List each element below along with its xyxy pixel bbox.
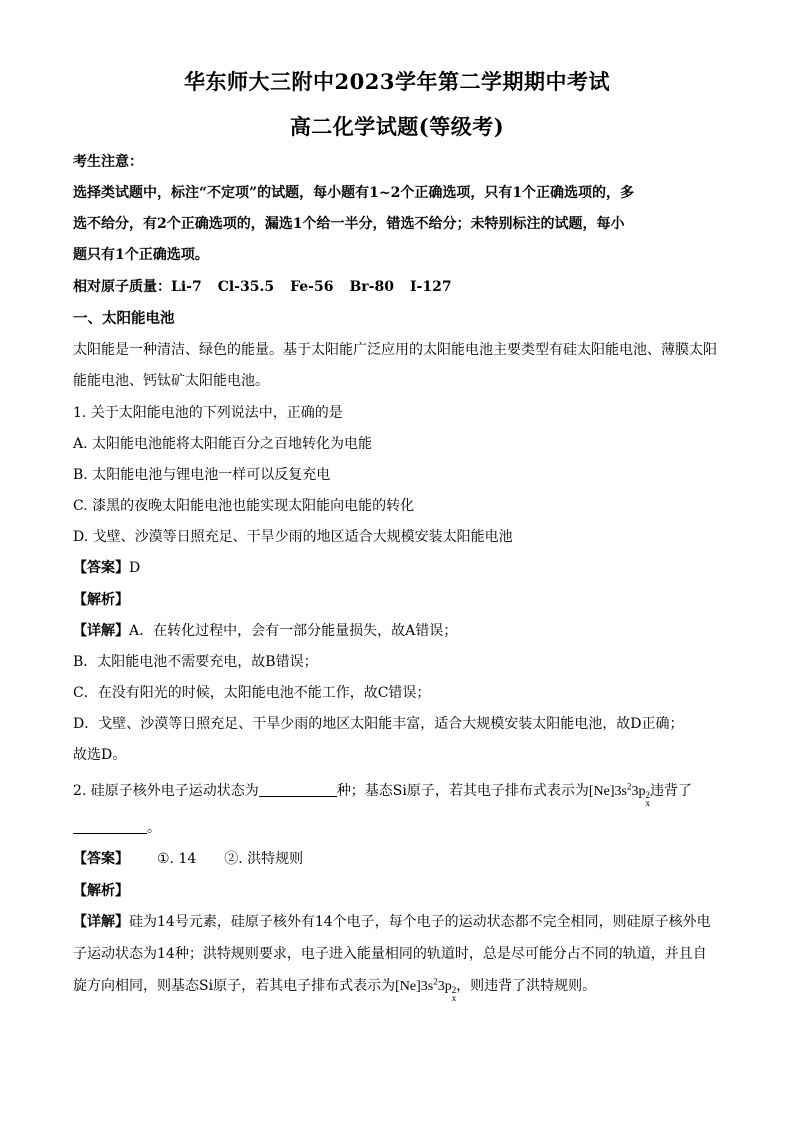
q1-answer (73, 557, 723, 577)
section-intro-line-1: 太阳能是一种清洁、绿色的能量。基于太阳能广泛应用的太阳能电池主要类型有硅太阳能电池、薄膜太阳 (73, 342, 717, 358)
q2-stem-line-1 (73, 780, 723, 807)
formula-3p: 3p (631, 784, 646, 799)
q2-detail-line-2: 子运动状态为14种；洪特规则要求，电子进入能量相同的轨道时，总是尽可能分占不同的轨道，并且自 (73, 946, 707, 962)
q1-option-d: D. 戈壁、沙漠等日照充足、干旱少雨的地区适合大规模安装太阳能电池 (73, 529, 513, 545)
q2-detail-line-1 (73, 911, 723, 931)
atomic-mass-i: I-127 (409, 279, 452, 295)
q1-option-a: A. 太阳能电池能将太阳能百分之百地转化为电能 (73, 436, 373, 452)
q2-detail-line-3 (73, 975, 723, 1002)
atomic-mass-li: Li-7 (171, 279, 202, 295)
formula-ne: [Ne] (588, 784, 615, 799)
exam-title: 华东师大三附中2023学年第二学期期中考试 (184, 69, 610, 94)
q2-blank-2[interactable] (73, 820, 147, 834)
notice-line-1: 选择类试题中，标注“不定项”的试题，每小题有1~2个正确选项，只有1个正确选项的，多 (73, 185, 635, 201)
q2-answer-2: ②. 洪特规则 (224, 851, 304, 867)
q2-stem-end: 。 (147, 820, 161, 836)
formula-3s-sup: 2 (627, 781, 632, 792)
q2-answer-1: ①. 14 (157, 851, 197, 867)
atomic-mass-cl: Cl-35.5 (217, 279, 275, 295)
q1-detail-line-5: 故选D。 (73, 747, 127, 763)
q1-answer-label: 【答案】 (73, 560, 129, 576)
detail-formula-3s-sup: 2 (433, 976, 438, 987)
atomic-mass-br: Br-80 (349, 279, 394, 295)
q1-option-c: C. 漆黑的夜晚太阳能电池也能实现太阳能向电能的转化 (73, 498, 415, 514)
q1-detail-label: 【详解】 (73, 623, 129, 639)
q2-blank-1[interactable] (259, 783, 337, 797)
atomic-mass-fe: Fe-56 (290, 279, 334, 295)
q1-detail-line-2: B．太阳能电池不需要充电，故B错误； (73, 654, 318, 670)
exam-subtitle: 高二化学试题(等级考) (289, 114, 505, 139)
atomic-mass-label: 相对原子质量： (73, 279, 171, 295)
q1-answer-value: D (129, 560, 141, 576)
q1-detail-line-4: D．戈壁、沙漠等日照充足、干旱少雨的地区太阳能丰富，适合大规模安装太阳能电池，故D正确； (73, 716, 684, 732)
detail-formula-3s: 3s (420, 979, 434, 994)
detail-formula-3p-sub: x (451, 993, 457, 1003)
q2-detail-text-1: 硅为14号元素，硅原子核外有14个电子，每个电子的运动状态都不完全相同，则硅原子核外电 (129, 914, 711, 930)
q1-detail-text-1: A．在转化过程中，会有一部分能量损失，故A错误； (129, 623, 458, 639)
q2-detail-text-3b: ，则违背了洪特规则。 (456, 978, 597, 994)
formula-3p-sub: x (645, 798, 650, 808)
q2-answer-label: 【答案】 (73, 851, 129, 867)
atomic-mass-line (73, 276, 723, 296)
q1-detail-line-1 (73, 620, 723, 640)
q2-detail-config (395, 976, 457, 1003)
formula-3p-sup: 2 (645, 790, 650, 800)
notice-line-3: 题只有1个正确选项。 (73, 247, 209, 263)
detail-formula-ne: [Ne] (395, 979, 421, 994)
notice-line-2: 选不给分，有2个正确选项的，漏选1个给一半分，错选不给分；未特别标注的试题，每小 (73, 216, 625, 232)
q1-detail-line-3: C．在没有阳光的时候，太阳能电池不能工作，故C错误； (73, 685, 431, 701)
notice-heading: 考生注意： (73, 154, 143, 170)
q2-analysis-label: 【解析】 (73, 883, 129, 899)
detail-formula-3p: 3p (437, 979, 452, 994)
q1-option-b: B. 太阳能电池与锂电池一样可以反复充电 (73, 467, 331, 483)
detail-formula-3p-sup: 2 (451, 985, 457, 995)
q2-stem-line-2 (73, 817, 723, 837)
q2-stem-part-2: 种；基态Si原子，若其电子排布式表示为 (336, 783, 589, 799)
formula-3s: 3s (614, 784, 627, 799)
q1-stem: 1. 关于太阳能电池的下列说法中，正确的是 (73, 405, 343, 421)
q2-answer (73, 848, 723, 868)
q2-stem-part-3: 违背了 (650, 783, 692, 799)
q1-analysis-label: 【解析】 (73, 592, 129, 608)
q2-stem-part-1: 2. 硅原子核外电子运动状态为 (73, 783, 259, 799)
section-intro-line-2: 能能电池、钙钛矿太阳能电池。 (73, 373, 269, 389)
q2-electron-config (588, 781, 650, 808)
q2-detail-text-3a: 旋方向相同，则基态Si原子，若其电子排布式表示为 (73, 978, 396, 994)
q2-detail-label: 【详解】 (73, 914, 129, 930)
section-title: 一、太阳能电池 (73, 310, 175, 327)
